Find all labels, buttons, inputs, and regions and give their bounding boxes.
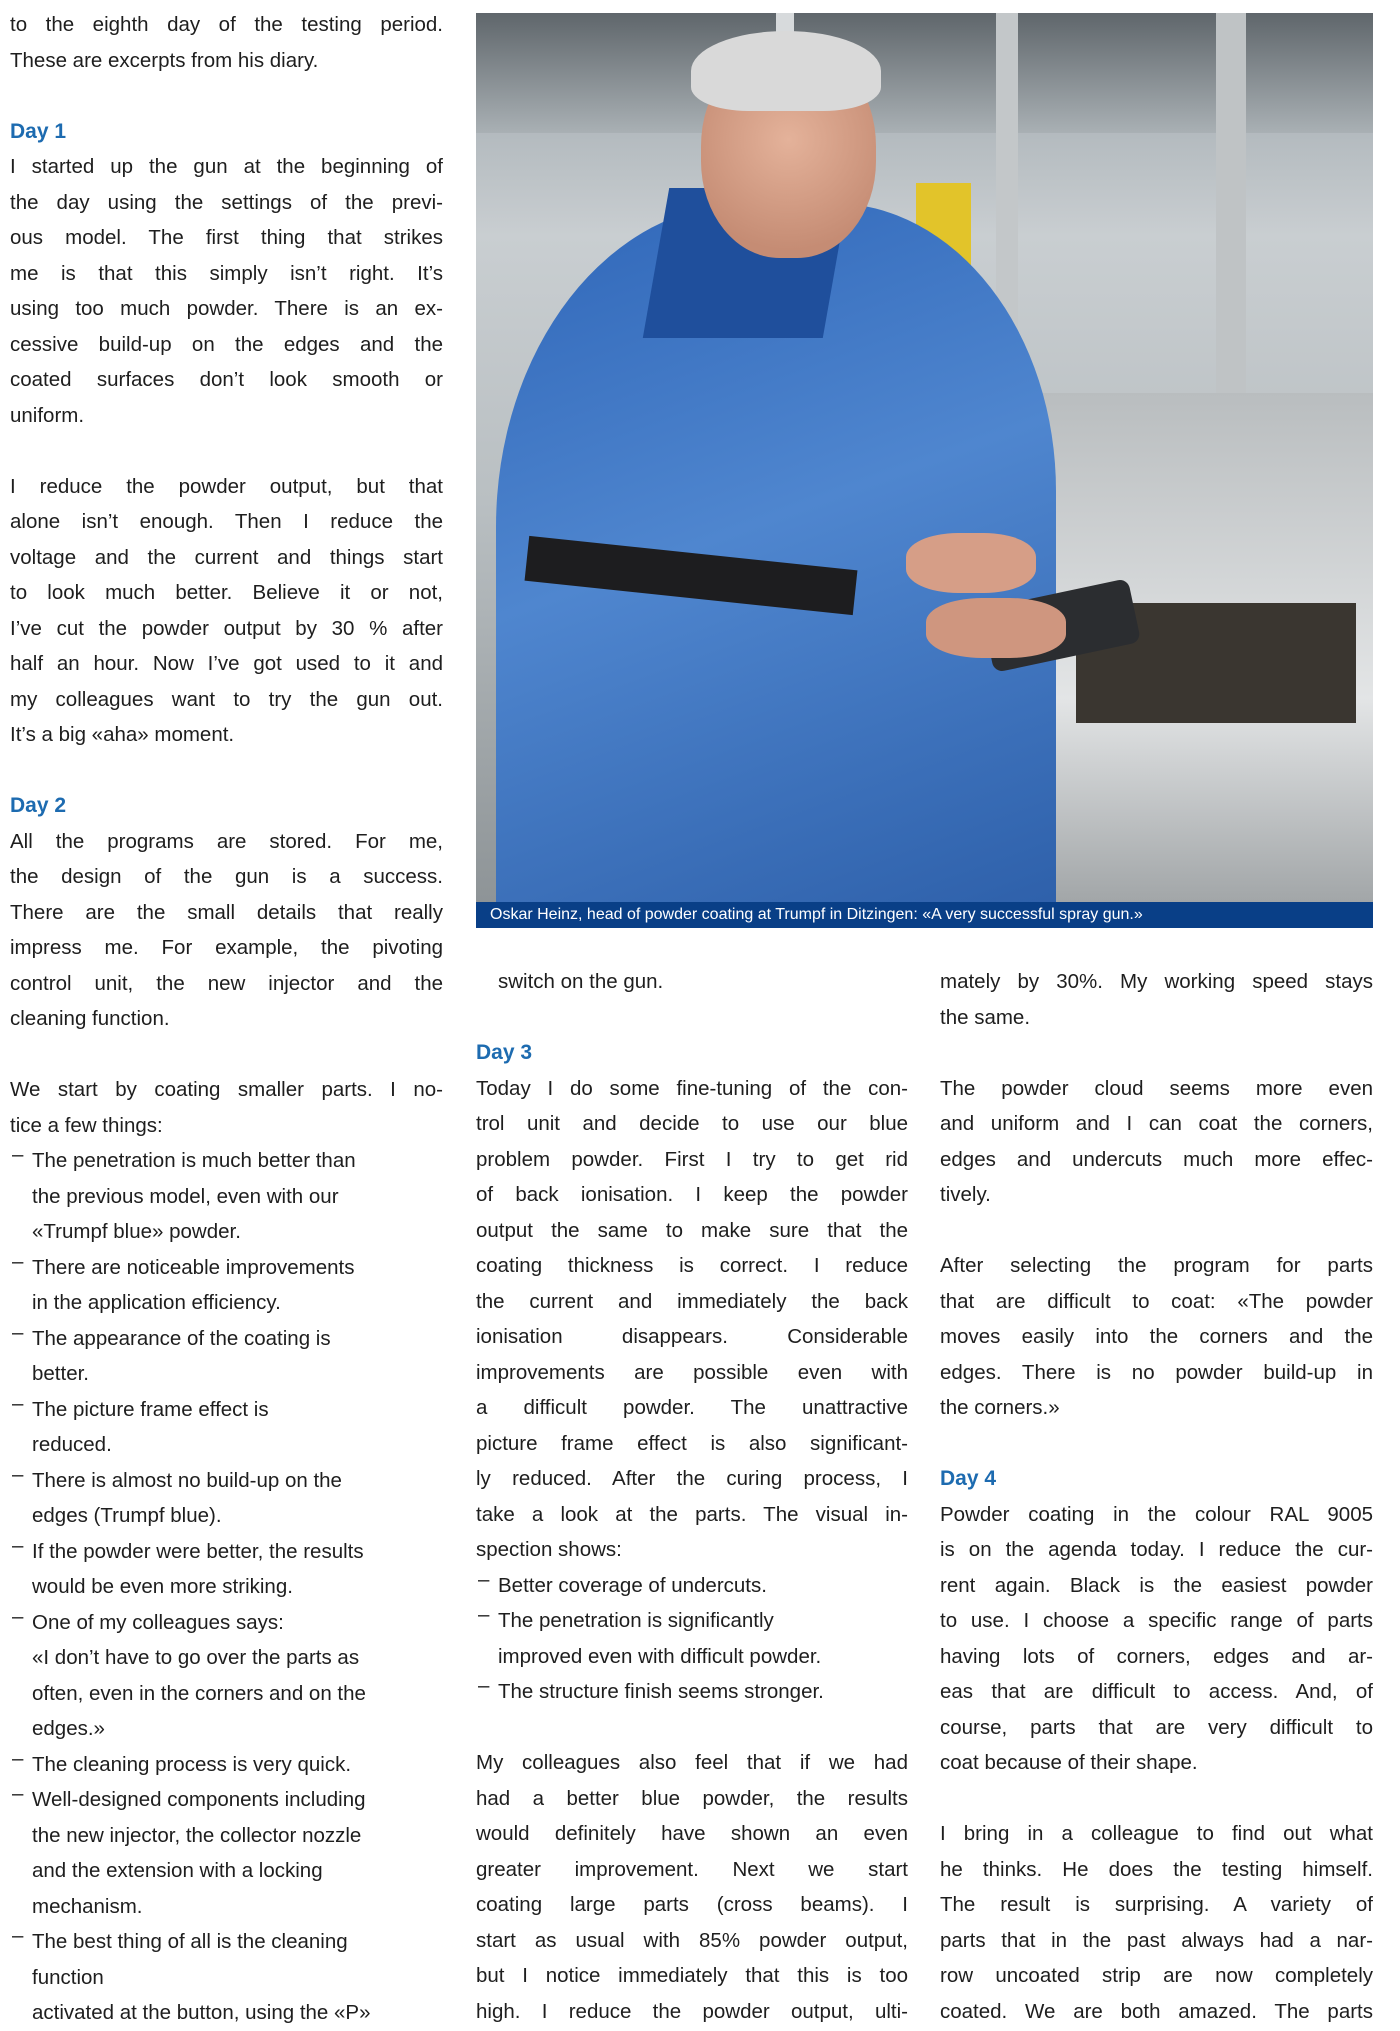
text-line: The appearance of the coating is [32,1326,331,1350]
text-line: the new injector, the collector nozzle [32,1823,362,1847]
text-line: uniform. [10,403,85,427]
paragraph [10,149,443,433]
text-line: my colleagues want to try the gun out. [10,687,443,711]
text-line: me is that this simply isn’t right. It’s [10,261,443,285]
text-line: I reduce the powder output, but that [10,474,443,498]
text-line: tively. [940,1183,991,1206]
list-dash-icon: – [12,1533,24,1557]
text-column-1 [10,7,443,2031]
list-item [10,1605,443,1747]
paragraph [476,1745,908,2029]
photo-hand [926,598,1066,658]
text-line: course, parts that are very difficult to [940,1715,1373,1739]
list-item [10,1747,443,1783]
paragraph [940,1497,1373,1781]
text-line: high. I reduce the powder output, ulti- [476,1999,908,2023]
text-line: control unit, the new injector and the [10,971,443,995]
photo-person-hair [691,31,881,111]
text-line: trol unit and decide to use our blue [476,1112,908,1135]
text-line: coat because of their shape. [940,1751,1198,1774]
text-line: The result is surprising. A variety of [940,1893,1373,1916]
text-line: eas that are difficult to access. And, of [940,1680,1373,1703]
list-item [10,1534,443,1605]
text-line: better. [32,1362,89,1385]
paragraph-gap [940,1781,1373,1817]
text-line: ly reduced. After the curing process, I [476,1467,908,1490]
text-line: of back ionisation. I keep the powder [476,1183,908,1206]
paragraph-gap [10,78,443,114]
text-line: cleaning function. [10,1007,170,1030]
text-line: alone isn’t enough. Then I reduce the [10,510,443,533]
text-line: Powder coating in the colour RAL 9005 [940,1502,1373,1526]
text-line: Today I do some fine-tuning of the con- [476,1076,908,1100]
list-item [476,1674,908,1710]
text-line: activated at the button, using the «P» [32,2001,371,2024]
text-line: edges. There is no powder build-up in [940,1360,1373,1384]
article-photo [476,13,1373,902]
text-line: tice a few things: [10,1113,163,1137]
text-line: My colleagues also feel that if we had [476,1751,908,1774]
text-line: using too much powder. There is an ex- [10,297,443,320]
text-line: These are excerpts from his diary. [10,48,319,72]
text-line: The penetration is much better than [32,1149,356,1172]
paragraph-gap [476,1710,908,1746]
text-line: The structure finish seems stronger. [498,1680,824,1703]
text-line: The cleaning process is very quick. [32,1752,352,1776]
paragraph-gap [476,1000,908,1036]
text-line: is on the agenda today. I reduce the cur- [940,1538,1373,1561]
text-line: I started up the gun at the beginning of [10,155,443,178]
text-line: start as usual with 85% powder output, [476,1928,908,1952]
text-line: the same. [940,1005,1031,1029]
text-line: often, even in the corners and on the [32,1681,366,1705]
paragraph-gap [10,1037,443,1073]
text-line: moves easily into the corners and the [940,1325,1373,1348]
text-line: ionisation disappears. Considerable [476,1325,908,1348]
text-line: edges.» [32,1717,105,1740]
text-line: cessive build-up on the edges and the [10,332,443,356]
list-dash-icon: – [12,1249,24,1273]
text-line: the day using the settings of the previ- [10,190,443,214]
text-line: coated surfaces don’t look smooth or [10,368,443,391]
text-line: and the extension with a locking [32,1859,323,1882]
list-item [10,1924,443,2031]
paragraph-gap [10,753,443,789]
paragraph [10,1072,443,1143]
list-item [10,1392,443,1463]
list-item [10,1250,443,1321]
text-line: improved even with difficult powder. [498,1644,822,1668]
paragraph [10,469,443,753]
text-line: to look much better. Believe it or not, [10,581,443,604]
text-line: he thinks. He does the testing himself. [940,1857,1373,1881]
text-line: would be even more striking. [32,1575,293,1598]
photo-hand [906,533,1036,593]
text-line: I bring in a colleague to find out what [940,1822,1373,1845]
text-line: the design of the gun is a success. [10,865,443,888]
text-line: but I notice immediately that this is too [476,1964,908,1987]
text-line: take a look at the parts. The visual in- [476,1502,908,1526]
text-line: switch on the gun. [498,970,664,993]
text-line: We start by coating smaller parts. I no- [10,1078,443,1101]
paragraph-gap [940,1213,1373,1249]
list-item [10,1782,443,1924]
list-item [476,964,908,1000]
text-line: coated. We are both amazed. The parts [940,1999,1373,2023]
text-line: having lots of corners, edges and ar- [940,1644,1373,1668]
text-line: to use. I choose a specific range of parts [940,1609,1373,1632]
text-line: «Trumpf blue» powder. [32,1220,241,1243]
paragraph [10,7,443,78]
paragraph-gap [940,1426,1373,1462]
text-line: coating large parts (cross beams). I [476,1893,908,1916]
text-line: The powder cloud seems more even [940,1076,1373,1100]
list-dash-icon: – [478,1567,490,1591]
text-line: problem powder. First I try to get rid [476,1147,908,1171]
list-item [476,1603,908,1674]
paragraph [10,824,443,1037]
text-line: mately by 30%. My working speed stays [940,970,1373,993]
text-line: reduced. [32,1433,112,1456]
text-line: The penetration is significantly [498,1609,774,1632]
list-dash-icon: – [12,1746,24,1770]
text-line: that are difficult to coat: «The powder [940,1289,1373,1313]
text-line: row uncoated strip are now completely [940,1964,1373,1987]
text-line: ous model. The first thing that strikes [10,226,443,249]
paragraph [476,1071,908,1568]
text-line: and uniform and I can coat the corners, [940,1112,1373,1135]
text-line: There are noticeable improvements [32,1255,355,1279]
text-line: the previous model, even with our [32,1184,339,1208]
list-item [476,1568,908,1604]
day-heading: Day 1 [10,119,67,143]
text-line: the corners.» [940,1396,1060,1419]
paragraph [940,1816,1373,2029]
text-line: It’s a big «aha» moment. [10,723,235,746]
day-heading: Day 3 [476,1041,533,1064]
text-line: Well-designed components including [32,1788,366,1811]
text-line: a difficult powder. The unattractive [476,1396,908,1419]
list-dash-icon: – [12,1782,24,1805]
text-line: rent again. Black is the easiest powder [940,1573,1373,1597]
list-dash-icon: – [478,1603,490,1626]
text-line: All the programs are stored. For me, [10,829,443,853]
list-dash-icon: – [12,1604,24,1628]
day-heading: Day 2 [10,794,67,817]
text-line: greater improvement. Next we start [476,1857,908,1881]
text-line: coating thickness is correct. I reduce [476,1254,908,1277]
paragraph-gap [10,433,443,469]
text-line: There are the small details that really [10,900,443,924]
text-line: After selecting the program for parts [940,1254,1373,1277]
day-heading: Day 4 [940,1467,997,1490]
text-line: If the powder were better, the results [32,1539,364,1563]
text-line: edges and undercuts much more effec- [940,1147,1373,1171]
list-dash-icon: – [12,1462,24,1486]
text-line: voltage and the current and things start [10,545,443,569]
text-line: in the application efficiency. [32,1291,281,1314]
text-line: Better coverage of undercuts. [498,1573,767,1597]
paragraph [940,964,1373,1035]
list-item [10,1143,443,1250]
text-line: picture frame effect is also significant- [476,1431,908,1455]
list-dash-icon: – [478,1674,490,1697]
text-line: output the same to make sure that the [476,1218,908,1242]
text-line: One of my colleagues says: [32,1610,284,1634]
text-line: would definitely have shown an even [476,1822,908,1845]
text-line: function [32,1965,104,1989]
text-line: I’ve cut the powder output by 30 % after [10,616,443,640]
list-dash-icon: – [12,1924,24,1947]
text-line: «I don’t have to go over the parts as [32,1646,360,1669]
list-item [10,1463,443,1534]
text-line: half an hour. Now I’ve got used to it and [10,652,443,675]
text-line: had a better blue powder, the results [476,1786,908,1810]
text-line: impress me. For example, the pivoting [10,936,443,959]
paragraph [940,1248,1373,1426]
text-line: edges (Trumpf blue). [32,1504,222,1527]
text-line: mechanism. [32,1894,143,1918]
text-line: the current and immediately the back [476,1289,908,1313]
paragraph-gap [940,1035,1373,1071]
text-line: parts that in the past always had a nar- [940,1928,1373,1952]
text-line: The picture frame effect is [32,1397,269,1421]
text-column-3 [940,964,1373,2029]
photo-caption: Oskar Heinz, head of powder coating at Trumpf in Ditzingen: «A very successful spray gun.» [476,902,1373,928]
text-column-2 [476,964,908,2029]
text-line: spection shows: [476,1538,622,1561]
list-dash-icon: – [12,1143,24,1166]
text-line: to the eighth day of the testing period. [10,13,443,36]
text-line: improvements are possible even with [476,1360,908,1384]
paragraph [940,1071,1373,1213]
list-dash-icon: – [12,1320,24,1344]
list-dash-icon: – [12,1391,24,1415]
text-line: The best thing of all is the cleaning [32,1930,348,1953]
text-line: There is almost no build-up on the [32,1468,342,1492]
list-item [10,1321,443,1392]
